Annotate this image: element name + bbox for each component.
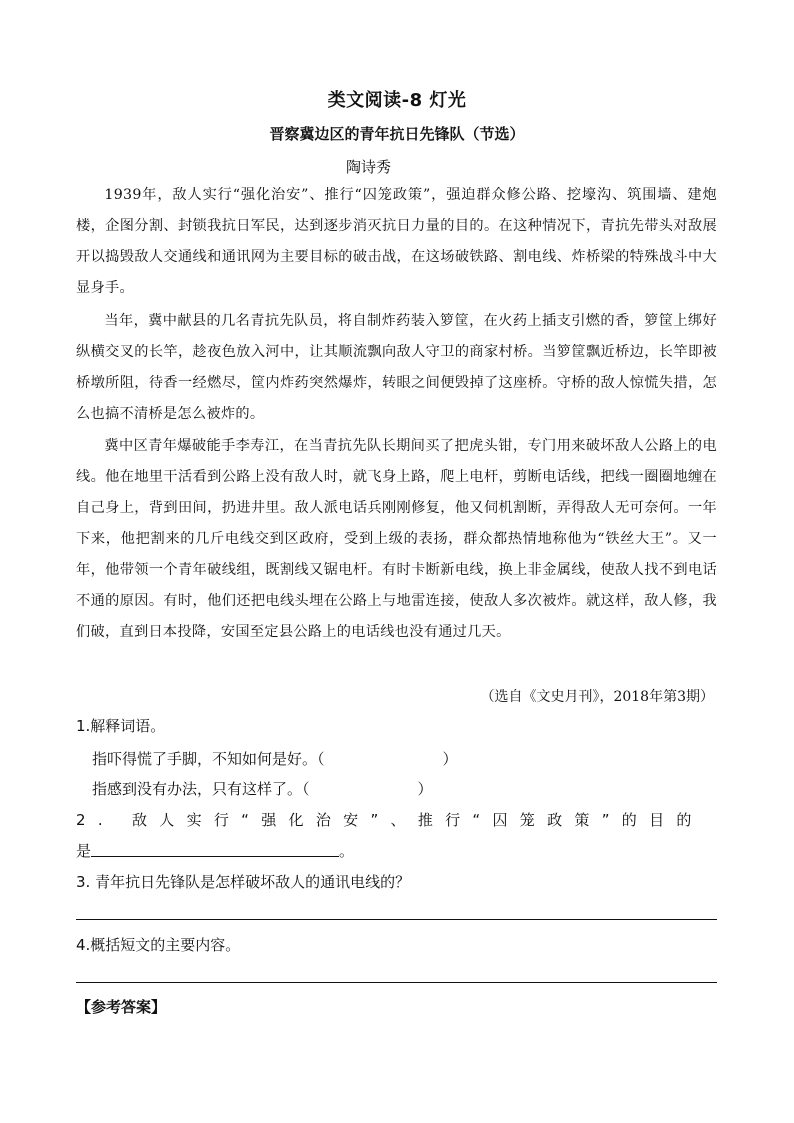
question-1-item-a (92, 748, 458, 769)
paren-close: ） (442, 750, 458, 768)
answer-heading: 【参考答案】 (76, 998, 167, 1016)
question-3: 3. 青年抗日先锋队是怎样破坏敌人的通讯电线的？ (76, 873, 411, 891)
article-paragraph: 冀中区青年爆破能手李寿江，在当青抗先队长期间买了把虎头钳，专门用来破坏敌人公路上的电线。他在地里干活看到公路上没有敌人时，就飞身上路，爬上电杆，剪断电话线，把线一圈圈地缠在自己身上，背到田间，扔进井里。敌人派电话兵刚刚修复，他又伺机割断，弄得敌人无可奈何。一年下来，他把割来的几斤电线交到区政府，受到上级的表扬，群众都热情地称他为“铁丝大王”。又一年，他带领一个青年破线组，既割线又锯电杆。有时卡断新电线，换上非金属线，使敌人找不到电话不通的原因。有时，他们还把电线头埋在公路上与地雷连接，使敌人多次被炸。就这样，敌人修，我们破，直到日本投降，安国至定县公路上的电话线也没有通过几天。 (76, 438, 717, 640)
question-1-item-b-text: 指感到没有办法，只有这样了。（ (92, 780, 310, 798)
article-source: （选自《文史月刊》，2018年第3期） (480, 689, 714, 705)
question-1: 1.解释词语。 (76, 717, 166, 735)
article-subtitle: 晋察冀边区的青年抗日先锋队（节选） (269, 125, 525, 143)
question-1-item-a-text: 指吓得慌了手脚，不知如何是好。（ (92, 750, 325, 768)
answer-underline[interactable] (91, 842, 339, 857)
page-title: 类文阅读-8 灯光 (327, 90, 467, 111)
answer-line[interactable] (76, 919, 717, 920)
answer-line[interactable] (76, 982, 717, 983)
article-paragraph: 当年，冀中献县的几名青抗先队员，将自制炸药装入箩筐，在火药上插支引燃的香，箩筐上绑好纵横交叉的长竿，趁夜色放入河中，让其顺流飘向敌人守卫的商家村桥。当箩筐飘近桥边，长竿即被桥墩所阻，待香一经燃尽，筐内炸药突然爆炸，转眼之间便毁掉了这座桥。守桥的敌人惊慌失措，怎么也搞不清桥是怎么被炸的。 (76, 313, 717, 422)
question-2-text: 是 (76, 842, 92, 860)
question-2-end: 。 (339, 842, 355, 860)
paren-close: ） (417, 780, 433, 798)
question-4: 4.概括短文的主要内容。 (76, 936, 241, 954)
article-paragraph: 1939年，敌人实行“强化治安”、推行“囚笼政策”，强迫群众修公路、挖壕沟、筑围墙、建炮楼，企图分割、封锁我抗日军民，达到逐步消灭抗日力量的目的。在这种情况下，青抗先带头对敌展开以捣毁敌人交通线和通讯网为主要目标的破击战，在这场破铁路、割电线、炸桥梁的特殊战斗中大显身手。 (76, 187, 717, 296)
article-author: 陶诗秀 (346, 158, 392, 176)
question-1-item-b (92, 778, 433, 799)
question-2-continued (76, 840, 354, 861)
question-2: 2. 敌人实行“强化治安”、推行“囚笼政策”的目的 (76, 811, 704, 829)
